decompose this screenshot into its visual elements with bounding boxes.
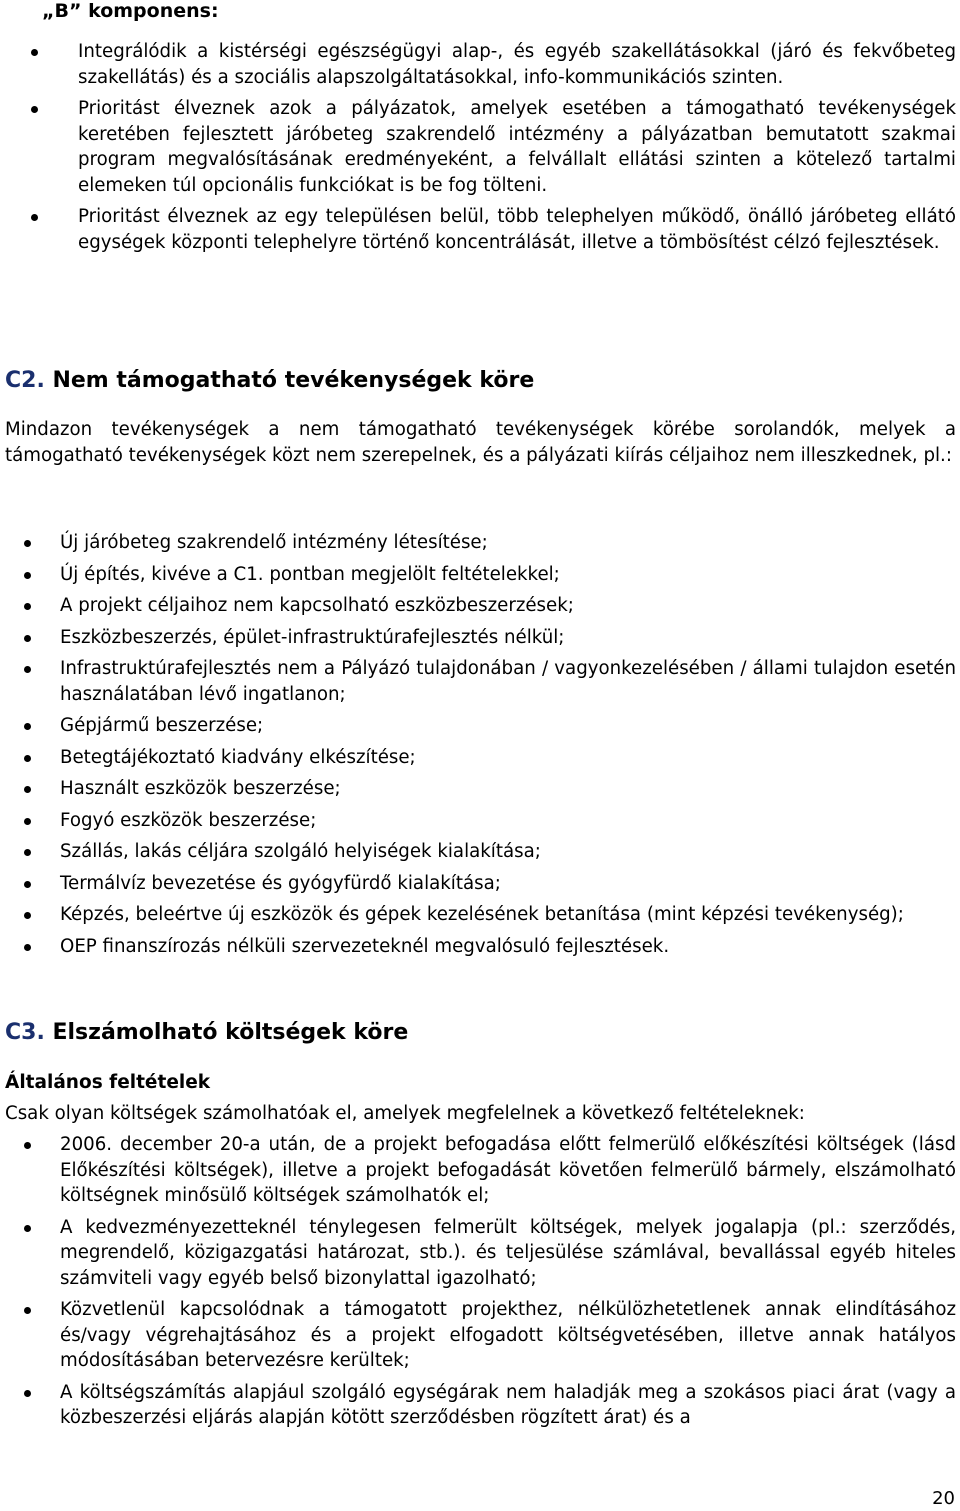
section-heading-c2 (5, 368, 534, 394)
page-number: 20 (932, 1488, 955, 1509)
list-item: A kedvezményezetteknél ténylegesen felmerült költségek, melyek jogalapja (pl.: szerződés, megrendelő, közigazgatási határozat, stb.). és teljesülése számlával, bevallással egyéb hiteles számviteli vagy egyéb belső bizonylattal igazolható; (60, 1215, 956, 1292)
list-item: Új járóbeteg szakrendelő intézmény létesítése; (60, 530, 956, 556)
list-item: Használt eszközök beszerzése; (60, 776, 956, 802)
list-item: Infrastruktúrafejlesztés nem a Pályázó tulajdonában / vagyonkezelésében / állami tulajdon esetén használatában lévő ingatlanon; (60, 656, 956, 707)
list-item: Közvetlenül kapcsolódnak a támogatott projekthez, nélkülözhetetlenek annak elindításához és/vagy végrehajtásához és a projekt elfogadott költségvetésében, illetve annak hatályos módosításában betervezésre kerültek; (60, 1297, 956, 1374)
list-item: Prioritást élveznek az egy településen belül, több telephelyen működő, önálló járóbeteg ellátó egységek központi telephelyre történő koncentrálását, illetve a tömbösítést célzó fejlesztések. (78, 204, 956, 255)
section-title: Nem támogatható tevékenységek köre (44, 368, 535, 393)
b-component-title: „B” komponens: (42, 0, 219, 22)
list-item: Gépjármű beszerzése; (60, 713, 956, 739)
list-item: Betegtájékoztató kiadvány elkészítése; (60, 745, 956, 771)
list-item: A projekt céljaihoz nem kapcsolható eszközbeszerzések; (60, 593, 956, 619)
c2-intro-paragraph: Mindazon tevékenységek a nem támogatható tevékenységek körébe sorolandók, melyek a támogatható tevékenységek közt nem szerepelnek, és a pályázati kiírás céljaihoz nem illeszkednek, pl.: (5, 419, 956, 466)
list-item: Képzés, beleértve új eszközök és gépek kezelésének betanítása (mint képzési tevékenység); (60, 902, 956, 928)
b-component-list (78, 39, 956, 261)
c3-list (60, 1132, 956, 1437)
list-item: Fogyó eszközök beszerzése; (60, 808, 956, 834)
c2-list (60, 530, 956, 965)
list-item: Integrálódik a kistérségi egészségügyi alap-, és egyéb szakellátásokkal (járó és fekvőbeteg szakellátás) és a szociális alapszolgáltatásokkal, info-kommunikációs szinten. (78, 39, 956, 90)
list-item: Eszközbeszerzés, épület-infrastruktúrafejlesztés nélkül; (60, 625, 956, 651)
list-item: Prioritást élveznek azok a pályázatok, amelyek esetében a támogatható tevékenységek keretében fejlesztett járóbeteg szakrendelő intézmény a pályázatban bemutatott szakmai program megvalósításának eredményeként, a felvállalt ellátási szinten a kötelező tartalmi elemeken túl opcionális funkciókat is be fog tölteni. (78, 96, 956, 198)
section-heading-c3 (5, 1020, 408, 1046)
c3-subheading: Általános feltételek (5, 1072, 211, 1093)
list-item: Új építés, kivéve a C1. pontban megjelölt feltételekkel; (60, 562, 956, 588)
section-number: C2. (5, 368, 45, 393)
list-item: Termálvíz bevezetése és gyógyfürdő kialakítása; (60, 871, 956, 897)
c3-intro-paragraph: Csak olyan költségek számolhatóak el, amelyek megfelelnek a következő feltételeknek: (5, 1103, 805, 1124)
list-item: A költségszámítás alapjául szolgáló egységárak nem haladják meg a szokásos piaci árat (vagy a közbeszerzési eljárás alapján kötött szerződésben rögzített árat) és a (60, 1380, 956, 1431)
section-title: Elszámolható költségek köre (44, 1020, 409, 1045)
list-item: OEP finanszírozás nélküli szervezeteknél megvalósuló fejlesztések. (60, 934, 956, 960)
list-item: Szállás, lakás céljára szolgáló helyiségek kialakítása; (60, 839, 956, 865)
list-item: 2006. december 20-a után, de a projekt befogadása előtt felmerülő előkészítési költségek (lásd Előkészítési költségek), illetve a projekt befogadását követően felmerülő bármely, elszámolható költségnek minősülő költségek számolhatók el; (60, 1132, 956, 1209)
section-number: C3. (5, 1020, 45, 1045)
